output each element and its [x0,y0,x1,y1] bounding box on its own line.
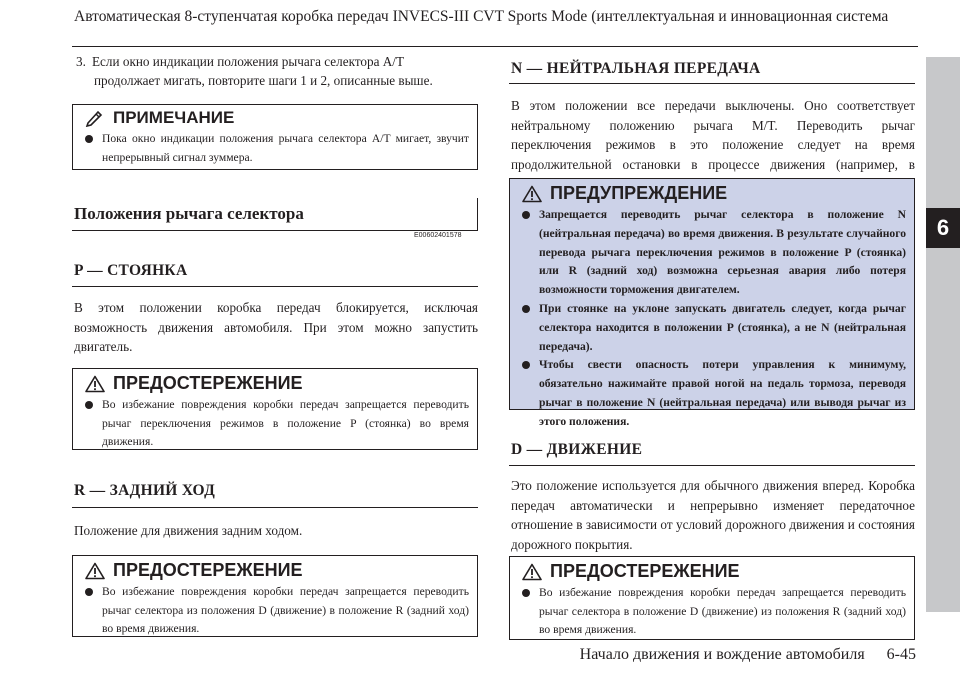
page-footer [580,646,916,664]
caution-title-row [510,557,914,584]
caution-body [73,583,477,645]
warning-triangle-icon [522,563,542,581]
note-title-row [73,105,477,130]
note-box [72,104,478,170]
warning-item [522,300,906,356]
warning-triangle-icon [522,185,542,203]
page-number: 6-45 [886,646,916,663]
caution-box-d [509,556,915,640]
bullet-icon [522,361,530,369]
caution-item [522,584,906,640]
page-header-title: Автоматическая 8-ступенчатая коробка передач INVECS-III CVT Sports Mode (интеллектуальная и инновационная система [74,8,889,25]
caution-title: ПРЕДОСТЕРЕЖЕНИЕ [550,561,740,581]
note-body [73,130,477,173]
chapter-tab[interactable]: 6 [926,208,960,248]
warning-box-n [509,178,915,428]
bullet-icon [85,401,93,409]
r-section-heading: R — ЗАДНИЙ ХОД [74,482,216,499]
caution-item-text: Во избежание повреждения коробки передач запрещается переводить рычаг переключения режимов в положение P (стоянка) во время движения. [102,398,469,449]
chapter-sidebar [926,57,960,612]
caution-title-row [73,369,477,396]
caution-body [510,584,914,646]
bullet-icon [522,305,530,313]
d-section-rule [509,465,915,466]
d-section-text: Это положение используется для обычного движения вперед. Коробка передач автоматически и непрерывно изменяет передаточное отношение в зависимости от условий дорожного движения и состояния дорожного покрытия. [511,478,915,552]
n-section-text: В этом положении все передачи выключены. Оно соответствует нейтральному положению рычага M/T. Переводить рычаг переключения режимов в это положение следует на время продолжительной остановки в процессе движения (например, в [511,98,915,172]
caution-item [85,583,469,639]
caution-title: ПРЕДОСТЕРЕЖЕНИЕ [113,373,303,393]
r-section-text: Положение для движения задним ходом. [74,523,303,538]
p-section-text: В этом положении коробка передач блокируется, исключая возможность движения автомобиля. При этом можно запустить двигатель. [74,300,478,354]
d-section-heading: D — ДВИЖЕНИЕ [511,441,643,458]
caution-title: ПРЕДОСТЕРЕЖЕНИЕ [113,560,303,580]
warning-title: ПРЕДУПРЕЖДЕНИЕ [550,183,728,203]
bullet-icon [522,589,530,597]
note-item [85,130,469,167]
bullet-icon [522,211,530,219]
note-item-text: Пока окно индикации положения рычага селектора A/T мигает, звучит непрерывный сигнал зуммера. [102,132,469,164]
warning-item [522,206,906,300]
caution-title-row [73,556,477,583]
warning-item [522,356,906,431]
note-title: ПРИМЕЧАНИЕ [113,108,235,127]
reference-code: E00602401578 [414,232,462,239]
warning-item-text: Запрещается переводить рычаг селектора в положение N (нейтральная передача) во время движения. В результате случайного перевода рычага переключения режимов в положение P (стоянка) или R (задний ход) возможна серьезная авария либо потеря возможности торможения двигателем. [539,208,906,297]
caution-box-r [72,555,478,637]
bullet-icon [85,588,93,596]
pencil-icon [85,109,105,127]
p-section-heading: P — СТОЯНКА [74,262,188,279]
step-text-line2: продолжает мигать, повторите шаги 1 и 2, описанные выше. [94,73,433,88]
warning-body [510,206,914,438]
warning-triangle-icon [85,562,105,580]
step-number: 3. [76,54,86,69]
warning-title-row [510,179,914,206]
p-section-rule [72,286,478,287]
warning-triangle-icon [85,375,105,393]
selector-positions-heading: Положения рычага селектора [72,198,478,231]
r-section-rule [72,507,478,508]
footer-section: Начало движения и вождение автомобиля [579,646,865,663]
caution-item-text: Во избежание повреждения коробки передач запрещается переводить рычаг селектора из положения D (движение) в положение R (задний ход) во время движения. [102,585,469,636]
caution-body [73,396,477,458]
warning-item-text: Чтобы свести опасность потери управления к минимуму, обязательно нажимайте правой ногой на педаль тормоза, переводя рычаг в положение N (нейтральная передача) или выводя рычаг из этого положения. [539,358,906,428]
step-3 [76,52,478,90]
n-section-heading: N — НЕЙТРАЛЬНАЯ ПЕРЕДАЧА [511,60,761,77]
header-rule [72,46,918,47]
caution-item-text: Во избежание повреждения коробки передач запрещается переводить рычаг селектора в положение D (движение) из положения R (задний ход) во время движения. [539,586,906,637]
bullet-icon [85,135,93,143]
step-text-line1: Если окно индикации положения рычага селектора A/T [92,54,404,69]
caution-item [85,396,469,452]
warning-item-text: При стоянке на уклоне запускать двигатель следует, когда рычаг селектора находится в положении P (стоянка), а не N (нейтральная передача). [539,301,906,353]
caution-box-p [72,368,478,450]
n-section-rule [509,83,915,84]
